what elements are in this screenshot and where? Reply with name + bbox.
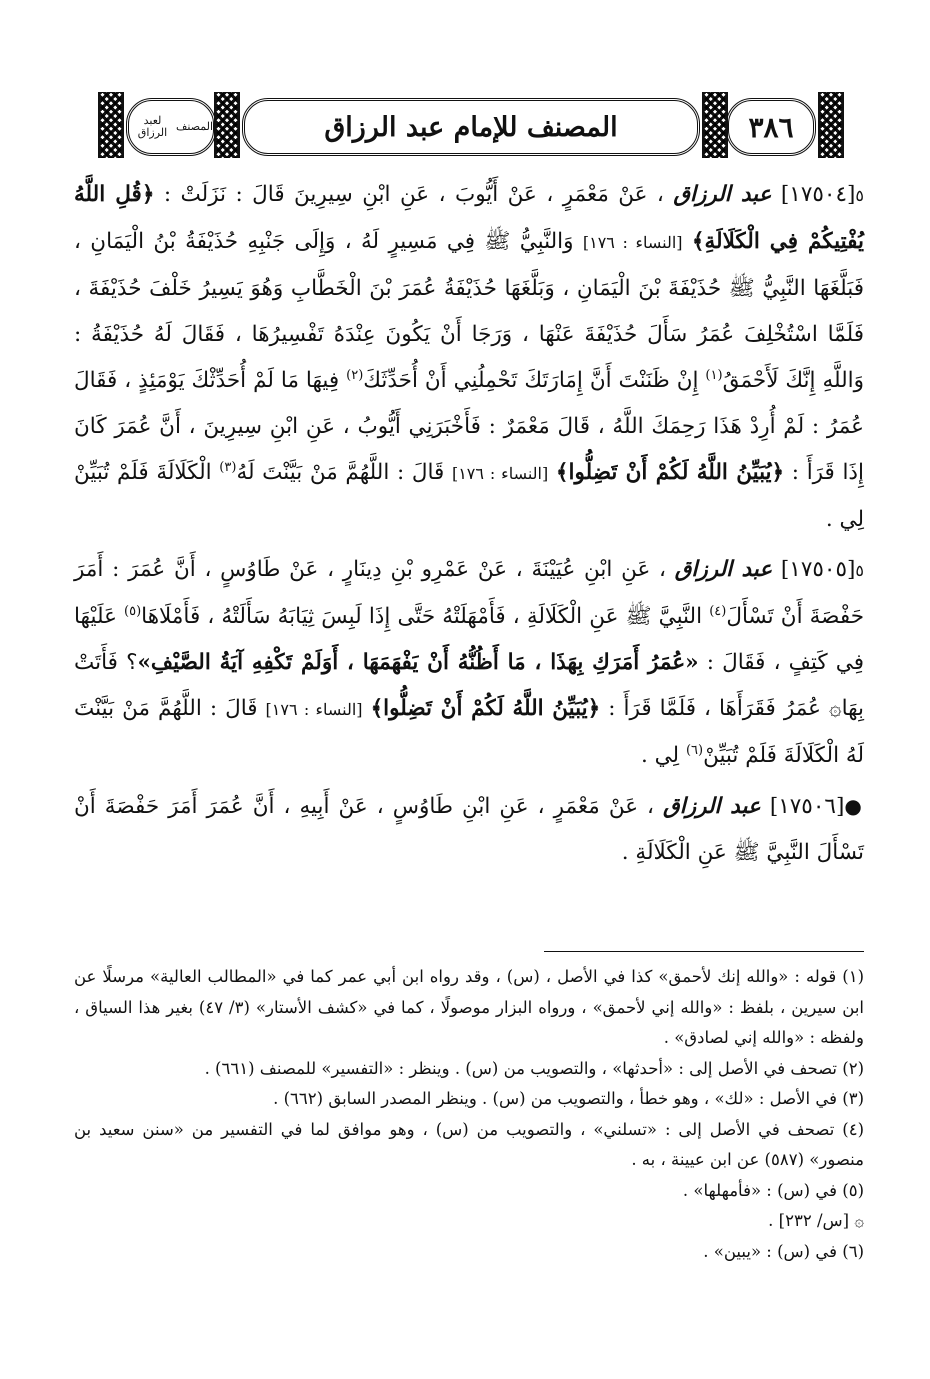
hadith-text: عَلَيْهَا فِي كَتِفٍ ، فَقَالَ : bbox=[74, 604, 864, 675]
footnote-page-mark: ۞ [س/ ٢٣٢] . bbox=[768, 1211, 864, 1230]
prophet-quote: «عُمَرُ أَمَرَكِ بِهَذَا ، مَا أَظُنُّهُ أَنْ يَفْهَمَهَا ، أَوَلَمْ تَكْفِهِ آيَةُ الصَّيْفِ» bbox=[137, 650, 699, 675]
hadith-text: لِي . bbox=[640, 743, 686, 768]
footnote-ref-2[interactable]: (٢) bbox=[346, 367, 364, 383]
footnote-ref-1[interactable]: (١) bbox=[705, 367, 723, 383]
page-number: ٣٨٦ bbox=[726, 98, 816, 156]
hadith-text: ، عَنْ مَعْمَرٍ ، عَنْ أَيُّوبَ ، عَنِ ابْنِ سِيرِينَ قَالَ : نَزَلَتْ : bbox=[154, 182, 664, 207]
quran-verse: ﴿يُبَيِّنُ اللَّهُ لَكُمْ أَنْ تَضِلُّوا﴾ bbox=[555, 460, 785, 485]
hadith-number: ١٧٥٠٦ bbox=[778, 794, 836, 819]
ornament-right bbox=[818, 92, 844, 158]
author-name: عبد الرزاق bbox=[673, 182, 772, 207]
running-header bbox=[98, 92, 844, 158]
verse-reference: [النساء : ١٧٦] bbox=[265, 700, 363, 719]
seal-text-1: المصنف bbox=[175, 119, 213, 133]
hadith-marker: ٥ bbox=[855, 186, 864, 205]
hadith-text: الْكَلَالَةَ فَلَمْ تُبَيِّنْ لِي . bbox=[74, 460, 864, 532]
hadith-text: ؟ فَأَتَتْ بِهَا bbox=[74, 650, 865, 721]
hadith-17505 bbox=[74, 547, 864, 779]
hadith-text: فِيهَا مَا لَمْ أُحَدِّثْكَ يَوْمَئِذٍ ، فَقَالَ عُمَرُ : لَمْ أُرِدْ هَذَا رَحِمَكَ اللَّهُ ، قَالَ مَعْمَرٌ : فَأَخْبَرَنِي أَيُّوبُ ، عَنِ ابْنِ سِيرِينَ ، أَنَّ عُمَرَ كَانَ إِذَا قَرَأَ : bbox=[74, 368, 864, 485]
footnote-ref-5[interactable]: (٥) bbox=[124, 603, 142, 619]
book-title: المصنف للإمام عبد الرزاق bbox=[242, 98, 700, 156]
footnote-2: (٢) تصحف في الأصل إلى : «أحدثها» ، والتصويب من (س) . وينظر : «التفسير» للمصنف (٦٦١) . bbox=[204, 1058, 864, 1078]
hadith-17506 bbox=[74, 783, 864, 876]
hadith-text: النَّبِيَّ ﷺ عَنِ الْكَلَالَةِ ، فَأَمْهَلَتْهُ حَتَّى إِذَا لَبِسَ ثِيَابَهُ سَأَلَتْهُ ، فَأَمْلَاهَا bbox=[141, 604, 710, 629]
hadith-number: ١٧٥٠٤ bbox=[789, 182, 848, 207]
footnote-6: (٦) في (س) : «يبين» . bbox=[703, 1241, 864, 1261]
footnotes bbox=[74, 962, 864, 1267]
bracket-open: [ bbox=[847, 182, 856, 207]
hadith-marker: ٥ bbox=[855, 561, 864, 580]
hadith-17504 bbox=[74, 172, 864, 543]
author-name: عبد الرزاق bbox=[674, 557, 773, 582]
page-break-mark: ۞ bbox=[828, 696, 842, 721]
hadith-text: عُمَرُ فَقَرَأَهَا ، فَلَمَّا قَرَأَ : bbox=[600, 696, 829, 721]
ornament-mid-right bbox=[702, 92, 728, 158]
footnote-3: (٣) في الأصل : «لك» ، وهو خطأ ، والتصويب من (س) . وينظر المصدر السابق (٦٦٢) . bbox=[273, 1089, 864, 1108]
verse-reference: [النساء : ١٧٦] bbox=[451, 464, 549, 483]
bracket-open: [ bbox=[847, 557, 856, 582]
bracket-close: ] bbox=[780, 182, 790, 207]
hadith-text: ، عَنِ ابْنِ عُيَيْنَةَ ، عَنْ عَمْرِو بْنِ دِينَارٍ ، عَنْ طَاوُسٍ ، أَنَّ عُمَرَ : أَمَرَ حَفْصَةَ أَنْ تَسْأَلَ bbox=[74, 557, 864, 629]
hadith-text: وَالنَّبِيُّ ﷺ فِي مَسِيرٍ لَهُ ، وَإِلَى جَنْبِهِ حُذَيْفَةُ بْنُ الْيَمَانِ ، فَبَلَّغَهَا النَّبِيُّ ﷺ حُذَيْفَةَ بْنَ الْيَمَانِ ، وَبَلَّغَهَا حُذَيْفَةُ عُمَرَ بْنَ الْخَطَّابِ وَهُوَ يَسِيرُ خَلْفَ حُذَيْفَةَ ، فَلَمَّا اسْتُخْلِفَ عُمَرُ سَأَلَ حُذَيْفَةَ عَنْهَا ، وَرَجَا أَنْ يَكُونَ عِنْدَهُ تَفْسِيرُهَا ، فَقَالَ لَهُ حُذَيْفَةُ : وَاللَّهِ إِنَّكَ لَأَحْمَقُ bbox=[74, 229, 865, 393]
footnote-ref-4[interactable]: (٤) bbox=[709, 603, 727, 619]
quran-verse: ﴿يُبَيِّنُ اللَّهُ لَكُمْ أَنْ تَضِلُّوا﴾ bbox=[370, 696, 601, 721]
footnote-divider bbox=[544, 951, 864, 952]
footnote-1: (١) قوله : «والله إنك لأحمق» كذا في الأصل ، (س) ، وقد رواه ابن أبي عمر كما في «المطالب العالية» مرسلًا عن ابن سيرين ، بلفظ : «والله إني لأحمق» ، ورواه البزار موصولًا ، كما في «كشف الأستار» (٣/ ٤٧) بغير هذا السياق ، ولفظه : «والله إني لصادق» . bbox=[74, 967, 864, 1047]
author-name: عبد الرزاق bbox=[663, 794, 761, 819]
bracket-close: ] bbox=[780, 557, 790, 582]
footnote-5: (٥) في (س) : «فأمهلها» . bbox=[682, 1180, 864, 1200]
hadith-text: إِنْ ظَنَنْتَ أَنَّ إِمَارَتَكَ تَحْمِلُنِي أَنْ أُحَدِّثَكَ bbox=[363, 368, 706, 393]
ornament-mid-left bbox=[214, 92, 240, 158]
footnote-ref-6[interactable]: (٦) bbox=[685, 742, 704, 758]
hadith-marker: ● bbox=[844, 794, 864, 818]
hadith-text: قَالَ : اللَّهُمَّ مَنْ بَيَّنْتَ لَهُ bbox=[236, 460, 452, 485]
seal-text-2: لعبد الرزاق bbox=[137, 113, 168, 139]
bracket-close: ] bbox=[769, 794, 779, 819]
verse-reference: [النساء : ١٧٦] bbox=[582, 233, 683, 252]
hadith-text: ، عَنْ مَعْمَرٍ ، عَنِ ابْنِ طَاوُسٍ ، عَنْ أَبِيهِ ، أَنَّ عُمَرَ أَمَرَ حَفْصَةَ أَنْ تَسْأَلَ النَّبِيَّ ﷺ عَنِ الْكَلَالَةِ . bbox=[74, 794, 864, 865]
main-text bbox=[74, 172, 864, 880]
hadith-text: قَالَ : اللَّهُمَّ مَنْ بَيَّنْتَ لَهُ الْكَلَالَةَ فَلَمْ تُبَيِّنْ bbox=[74, 696, 864, 768]
footnote-4: (٤) تصحف في الأصل إلى : «تسلني» ، والتصويب من (س) ، وهو موافق لما في التفسير من «سنن سعيد بن منصور» (٥٨٧) عن ابن عيينة ، به . bbox=[74, 1119, 864, 1169]
ornament-left bbox=[98, 92, 124, 158]
hadith-number: ١٧٥٠٥ bbox=[789, 557, 848, 582]
bracket-open: [ bbox=[835, 794, 845, 819]
quran-verse: ﴿قُلِ اللَّهُ يُفْتِيكُمْ فِي الْكَلَالَةِ﴾ bbox=[74, 182, 865, 254]
seal-logo bbox=[126, 98, 216, 156]
footnote-ref-3[interactable]: (٣) bbox=[219, 459, 237, 475]
